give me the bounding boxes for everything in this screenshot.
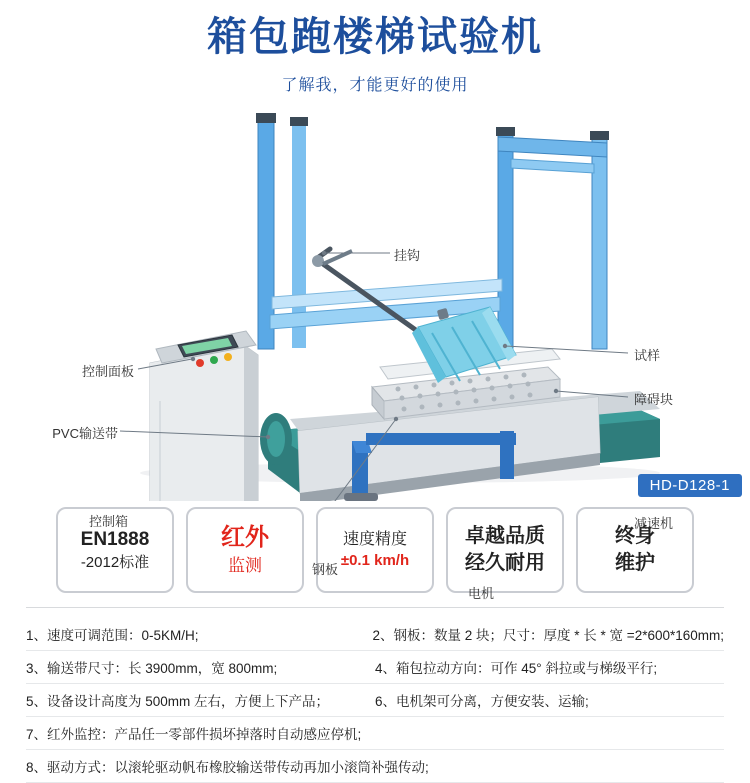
spec-cell: 6、电机架可分离，方便安装、运输; — [375, 694, 589, 709]
callout-control-panel: 控制面板 — [81, 364, 134, 379]
feature-quality-line1: 卓越品质 — [465, 525, 545, 547]
spec-cell: 3、输送带尺寸：长 3900mm，宽 800mm; — [26, 661, 278, 676]
page-subtitle: 了解我，才能更好的使用 — [281, 77, 469, 94]
spec-cell: 5、设备设计高度为 500mm 左右，方便上下产品； — [26, 694, 330, 709]
page-title: 箱包跑楼梯试验机 — [207, 15, 543, 59]
callout-obstacle-block: 障碍块 — [634, 392, 674, 407]
spec-cell: 4、箱包拉动方向：可作 45° 斜拉或与梯级平行; — [375, 661, 658, 676]
feature-standard-line2: -2012标准 — [80, 553, 150, 571]
model-badge: HD-D128-1 — [638, 474, 742, 497]
spec-row — [26, 618, 724, 651]
spec-list — [26, 607, 724, 783]
feature-infrared — [186, 507, 304, 593]
spec-row — [26, 684, 724, 717]
feature-speed-line2: ±0.1 km/h — [340, 551, 410, 569]
callout-motor: 电机 — [468, 586, 495, 601]
spec-row — [26, 717, 724, 750]
spec-cell: 8、驱动方式：以滚轮驱动帆布橡胶输送带传动再加小滚筒补强传动; — [26, 760, 429, 775]
feature-service-line2: 维护 — [615, 552, 655, 574]
spec-cell: 2、钢板：数量 2 块；尺寸：厚度 * 长 * 宽 =2*600*160mm; — [372, 628, 724, 643]
feature-speed-line1: 速度精度 — [342, 531, 407, 549]
spec-row — [26, 651, 724, 684]
callout-hook: 挂钩 — [394, 248, 421, 263]
feature-speed-accuracy — [316, 507, 434, 593]
callout-reducer: 减速机 — [634, 516, 674, 531]
page-header — [0, 0, 750, 95]
callout-control-box: 控制箱 — [88, 514, 128, 529]
spec-cell: 1、速度可调范围：0-5KM/H; — [26, 628, 199, 643]
feature-quality — [446, 507, 564, 593]
callout-pvc-belt: PVC输送带 — [52, 426, 118, 441]
feature-infrared-line1: 红外 — [221, 524, 269, 552]
spec-row — [26, 750, 724, 783]
feature-infrared-line2: 监测 — [228, 555, 262, 575]
feature-service-line1: 终身 — [615, 525, 655, 547]
feature-standard-line1: EN1888 — [80, 529, 150, 551]
feature-quality-line2: 经久耐用 — [465, 552, 545, 574]
callout-steel-plate: 钢板 — [312, 562, 339, 577]
callout-sample: 试样 — [634, 348, 661, 363]
spec-cell: 7、红外监控：产品任一零部件损坏掉落时自动感应停机; — [26, 727, 362, 742]
